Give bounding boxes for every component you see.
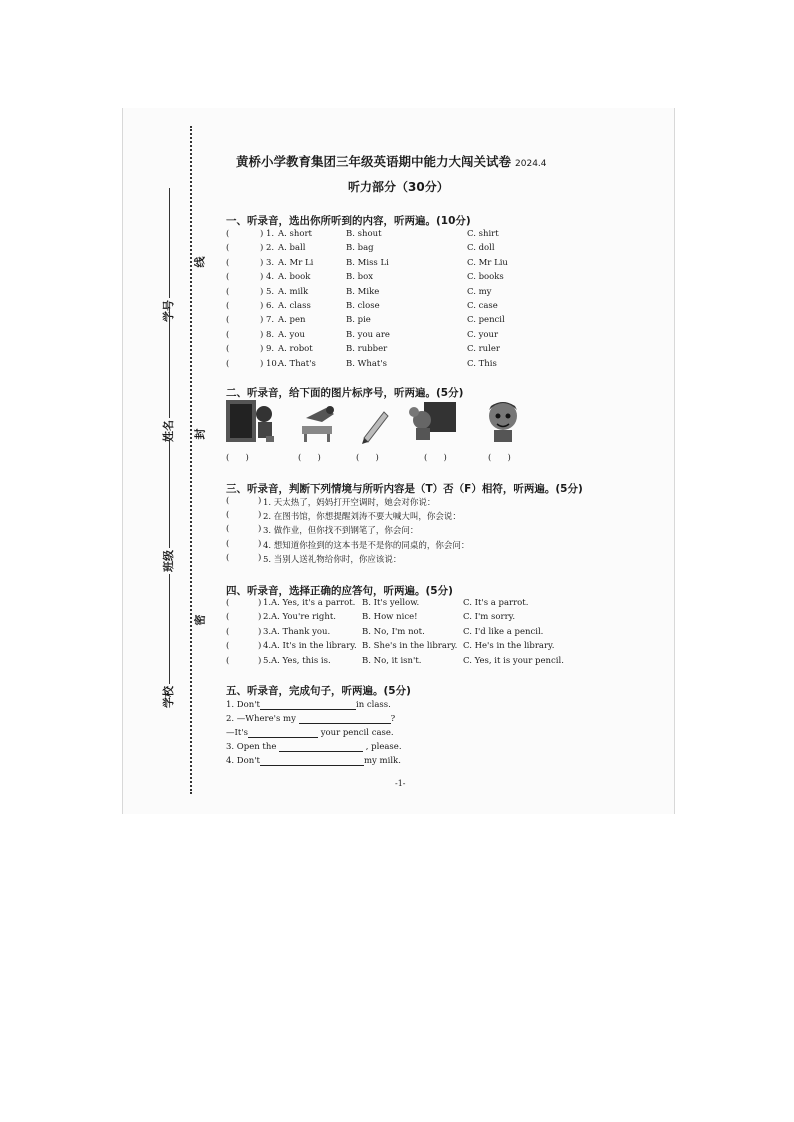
answer-paren-close: ) [258, 538, 262, 549]
answer-paren-open: ( [226, 257, 230, 268]
option-a: A. It's in the library. [271, 641, 357, 652]
exam-subtitle: 听力部分（30分） [348, 180, 449, 194]
fill-line-4: 3. Open the , please. [226, 742, 402, 752]
answer-paren-close: ) [258, 510, 262, 521]
mouse-with-box-picture [404, 398, 460, 444]
margin-field-class: 班级 [160, 438, 176, 572]
exam-title: 黄桥小学教育集团三年级英语期中能力大闯关试卷 2024.4 [236, 154, 547, 169]
fill-line-1: 1. Don't in class. [226, 700, 391, 710]
section1-question-row [226, 344, 656, 358]
answer-paren-open: ( [226, 538, 230, 549]
answer-paren-close: ) [258, 641, 262, 652]
answer-paren-close: ) [258, 612, 262, 623]
question-number: 5. [266, 286, 275, 297]
section3-question-row [226, 524, 656, 538]
option-b: B. No, it isn't. [362, 655, 422, 666]
section1-question-row [226, 301, 656, 315]
section3-question-row [226, 496, 656, 510]
section4-question-row [226, 641, 656, 655]
section1-question-row [226, 287, 656, 301]
option-c: C. I'd like a pencil. [463, 626, 544, 637]
option-b: B. No, I'm not. [362, 626, 425, 637]
answer-paren-close: ) [260, 229, 264, 239]
section1-question-row [226, 330, 656, 344]
situation-text: 5. 当别人送礼物给你时，你应该说： [263, 554, 402, 565]
answer-paren-open: ( [226, 524, 230, 535]
option-c: C. shirt [467, 229, 499, 239]
answer-paren-close: ) [260, 344, 264, 355]
option-a: A. That's [278, 358, 316, 369]
answer-paren-open: ( [226, 598, 230, 608]
question-number: 7. [266, 315, 275, 326]
fill-line-3: —It's your pencil case. [226, 728, 394, 738]
margin-field-name: 姓名 [160, 308, 176, 442]
answer-paren-close: ) [258, 598, 262, 608]
option-b: B. What's [346, 358, 388, 369]
option-a: A. Thank you. [271, 626, 331, 637]
option-c: C. Yes, it is your pencil. [463, 655, 564, 666]
option-b: B. shout [346, 229, 382, 239]
boy-face-picture [482, 398, 524, 444]
answer-paren-close: ) [258, 496, 262, 506]
answer-paren-close: ) [258, 552, 262, 563]
section1-heading: 一、听录音，选出你所听到的内容，听两遍。(10分) [226, 215, 471, 227]
question-number: 9. [266, 344, 275, 355]
section4-question-row [226, 656, 656, 670]
margin-field-school: 学校 [160, 574, 176, 708]
answer-paren-close: ) [260, 286, 264, 297]
page-number: -1- [395, 779, 406, 788]
option-c: C. my [467, 286, 492, 297]
option-c: C. ruler [467, 344, 500, 355]
answer-paren-close: ) [260, 257, 264, 268]
picture-answer-1: ( ) [226, 453, 249, 463]
option-a: A. ball [278, 243, 306, 254]
situation-text: 4. 想知道你捡到的这本书是不是你的同桌的，你会问： [263, 540, 470, 551]
question-number: 5. [263, 655, 272, 666]
question-number: 4. [266, 272, 275, 283]
answer-paren-open: ( [226, 344, 230, 355]
option-c: C. books [467, 272, 504, 283]
option-b: B. Mike [346, 286, 380, 297]
option-c: C. your [467, 329, 499, 340]
section3-heading: 三、听录音，判断下列情境与所听内容是（T）否（F）相符，听两遍。(5分) [226, 483, 583, 495]
question-number: 6. [266, 301, 275, 311]
exam-date: 2024.4 [515, 159, 547, 169]
option-a: A. short [278, 229, 312, 239]
boy-at-door-picture [222, 398, 282, 444]
option-c: C. pencil [467, 315, 505, 326]
situation-text: 3. 做作业，但你找不到钢笔了，你会问： [263, 526, 419, 537]
answer-paren-open: ( [226, 552, 230, 563]
option-a: A. milk [278, 286, 309, 297]
situation-text: 2. 在图书馆，你想提醒刘涛不要大喊大叫，你会说： [263, 512, 461, 523]
answer-paren-open: ( [226, 329, 230, 340]
option-a: A. You're right. [271, 612, 336, 623]
answer-paren-open: ( [226, 641, 230, 652]
answer-paren-close: ) [260, 243, 264, 254]
option-b: B. close [346, 301, 380, 311]
option-b: B. pie [346, 315, 371, 326]
fill-line-5: 4. Don't my milk. [226, 756, 401, 766]
option-b: B. It's yellow. [362, 598, 420, 608]
option-a: A. book [278, 272, 311, 283]
option-a: A. class [278, 301, 311, 311]
option-b: B. bag [346, 243, 374, 254]
question-number: 3. [266, 257, 275, 268]
binding-dotted-line [190, 126, 192, 794]
option-c: C. doll [467, 243, 495, 254]
option-b: B. box [346, 272, 374, 283]
section3-question-row [226, 510, 656, 524]
picture-answer-2: ( ) [298, 453, 321, 463]
option-c: C. It's a parrot. [463, 598, 529, 608]
option-b: B. rubber [346, 344, 388, 355]
bird-on-chair-picture [296, 398, 342, 444]
answer-paren-open: ( [226, 612, 230, 623]
seal-char-secret: 密 [193, 614, 207, 626]
margin-field-student-number: 学号 [160, 188, 176, 322]
option-b: B. She's in the library. [362, 641, 458, 652]
answer-paren-close: ) [258, 524, 262, 535]
answer-paren-close: ) [260, 329, 264, 340]
picture-answer-3: ( ) [356, 453, 379, 463]
question-number: 2. [263, 612, 272, 623]
question-number: 4. [263, 641, 272, 652]
answer-paren-open: ( [226, 243, 230, 254]
option-a: A. Yes, it's a parrot. [271, 598, 356, 608]
section4-question-row [226, 627, 656, 641]
fill-line-2: 2. —Where's my ? [226, 714, 396, 724]
option-b: B. Miss Li [346, 257, 389, 268]
situation-text: 1. 天太热了，妈妈打开空调时，她会对你说： [263, 498, 436, 508]
answer-paren-close: ) [258, 655, 262, 666]
option-a: A. robot [278, 344, 313, 355]
section1-question-row [226, 258, 656, 272]
answer-paren-open: ( [226, 655, 230, 666]
picture-answer-5: ( ) [488, 453, 511, 463]
pencil-picture [358, 398, 392, 444]
answer-paren-close: ) [260, 358, 264, 369]
section1-question-row [226, 359, 656, 373]
option-a: A. pen [278, 315, 306, 326]
section4-heading: 四、听录音，选择正确的应答句，听两遍。(5分) [226, 585, 453, 597]
answer-paren-open: ( [226, 315, 230, 326]
question-number: 1. [266, 229, 275, 239]
answer-paren-close: ) [260, 315, 264, 326]
answer-paren-open: ( [226, 358, 230, 369]
section5-heading: 五、听录音，完成句子，听两遍。(5分) [226, 685, 411, 697]
option-c: C. This [467, 358, 497, 369]
section1-question-row [226, 229, 656, 243]
option-c: C. He's in the library. [463, 641, 555, 652]
seal-char-seal: 封 [193, 428, 207, 440]
answer-paren-open: ( [226, 626, 230, 637]
section1-question-row [226, 243, 656, 257]
section1-question-row [226, 272, 656, 286]
option-a: A. Yes, this is. [271, 655, 331, 666]
picture-answer-4: ( ) [424, 453, 447, 463]
option-c: C. I'm sorry. [463, 612, 516, 623]
answer-paren-close: ) [260, 272, 264, 283]
section3-question-row [226, 539, 656, 553]
option-c: C. Mr Liu [467, 257, 508, 268]
answer-paren-open: ( [226, 510, 230, 521]
answer-paren-open: ( [226, 272, 230, 283]
answer-paren-open: ( [226, 301, 230, 311]
answer-paren-close: ) [258, 626, 262, 637]
section1-question-row [226, 315, 656, 329]
section4-question-row [226, 598, 656, 612]
option-b: B. you are [346, 329, 390, 340]
option-c: C. case [467, 301, 498, 311]
section4-question-row [226, 612, 656, 626]
question-number: 1. [263, 598, 272, 608]
section2-heading: 二、听录音，给下面的图片标序号，听两遍。(5分) [226, 387, 464, 399]
question-number: 8. [266, 329, 275, 340]
answer-paren-open: ( [226, 229, 230, 239]
section3-question-row [226, 553, 656, 567]
question-number: 2. [266, 243, 275, 254]
answer-paren-open: ( [226, 496, 230, 506]
answer-paren-open: ( [226, 286, 230, 297]
question-number: 10. [266, 358, 280, 369]
seal-char-line: 线 [193, 256, 207, 268]
option-a: A. Mr Li [278, 257, 314, 268]
question-number: 3. [263, 626, 272, 637]
option-a: A. you [278, 329, 305, 340]
option-b: B. How nice! [362, 612, 418, 623]
answer-paren-close: ) [260, 301, 264, 311]
